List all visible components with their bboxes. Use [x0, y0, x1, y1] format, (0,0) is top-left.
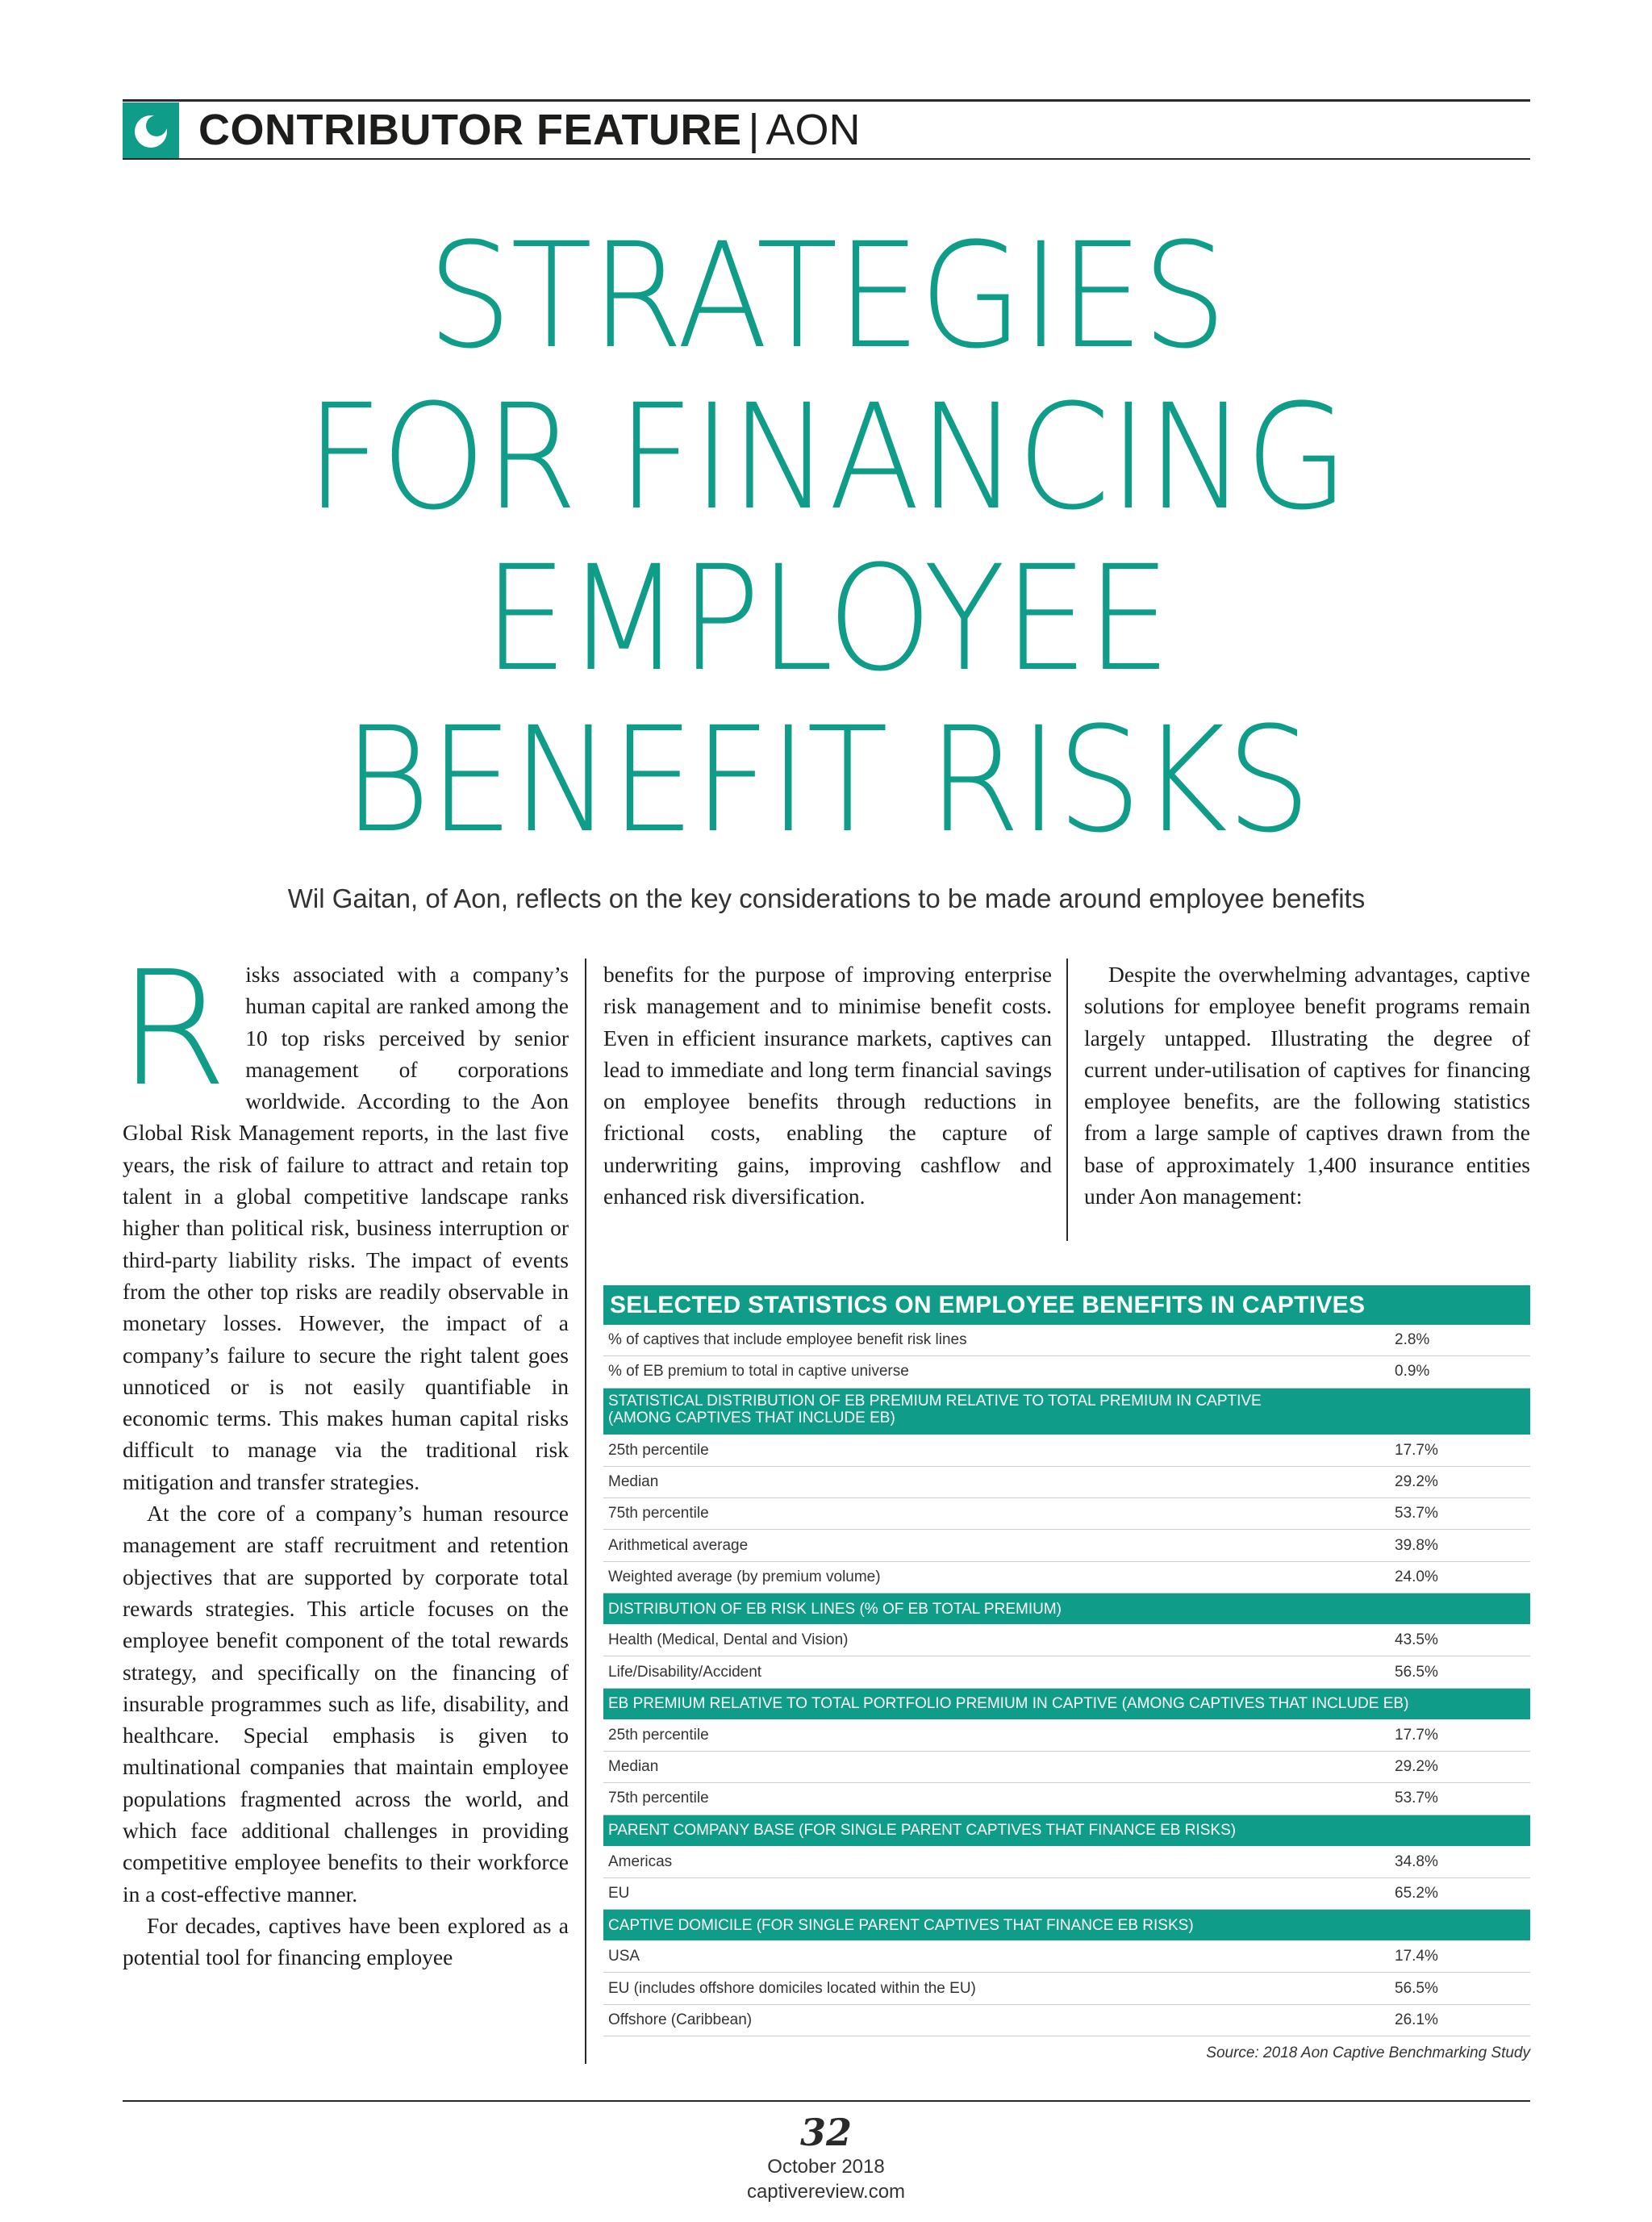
row-label: Median: [608, 1758, 659, 1776]
table-row: [603, 1625, 1530, 1656]
row-label: % of EB premium to total in captive universe: [608, 1363, 909, 1380]
table-row: [603, 1467, 1530, 1498]
header-bottom-rule: [123, 158, 1530, 160]
drop-cap: R: [118, 938, 228, 1121]
row-label: EU: [608, 1885, 630, 1902]
crescent-c-icon: [123, 102, 179, 158]
section-heading-line: STATISTICAL DISTRIBUTION OF EB PREMIUM RELATIVE TO TOTAL PREMIUM IN CAPTIVE: [608, 1392, 1262, 1410]
row-label: % of captives that include employee benefit risk lines: [608, 1331, 967, 1349]
body-paragraph: benefits for the purpose of improving enterprise risk management and to minimise benefit costs. Even in efficient insurance markets, captives can lead to immediate and long term financial savings on employee benefits through reductions in frictional costs, enabling the capture of underwriting gains, improving cashflow and enhanced risk diversification.: [603, 962, 1052, 1209]
table-section-heading: PARENT COMPANY BASE (FOR SINGLE PARENT CAPTIVES THAT FINANCE EB RISKS): [603, 1815, 1530, 1847]
body-paragraph: At the core of a company’s human resource management are staff recruitment and retention objectives that are supported by corporate total rewards strategies. This article focuses on the employee benefit component of the total rewards strategy, and specifically on the financing of insurable programmes such as life, disability, and healthcare. Special emphasis is given to multinational companies that maintain employee populations fragmented across the world, and which face additional challenges in providing competitive employee benefits to their workforce in a cost-effective manner.: [123, 1501, 569, 1907]
header-contributor: AON: [766, 106, 861, 154]
row-value: 56.5%: [1395, 1979, 1438, 1997]
table-row: [603, 1941, 1530, 1973]
row-label: EU (includes offshore domiciles located within the EU): [608, 1979, 976, 1997]
row-value: 34.8%: [1395, 1852, 1438, 1870]
row-value: 29.2%: [1395, 1473, 1438, 1491]
page-number: 32: [799, 2111, 852, 2154]
row-value: 29.2%: [1395, 1758, 1438, 1776]
row-value: 65.2%: [1395, 1885, 1438, 1902]
row-value: 56.5%: [1395, 1663, 1438, 1681]
table-row: [603, 2005, 1530, 2036]
row-value: 53.7%: [1395, 1505, 1438, 1522]
table-row: [603, 1752, 1530, 1783]
issue-date: October 2018: [767, 2156, 885, 2178]
table-row: [603, 1847, 1530, 1878]
body-paragraph: For decades, captives have been explored as a potential tool for financing employee: [123, 1912, 569, 1970]
row-label: USA: [608, 1948, 640, 1965]
row-value: 53.7%: [1395, 1790, 1438, 1807]
publication-site: captivereview.com: [746, 2181, 906, 2203]
row-value: 26.1%: [1395, 2011, 1438, 2028]
row-label: Americas: [608, 1852, 673, 1870]
row-label: 75th percentile: [608, 1790, 709, 1807]
row-value: 2.8%: [1395, 1331, 1430, 1349]
row-value: 0.9%: [1395, 1363, 1430, 1380]
stats-table: [603, 1285, 1530, 2062]
table-section-heading: DISTRIBUTION OF EB RISK LINES (% OF EB TOTAL PREMIUM): [603, 1593, 1530, 1625]
title-line: BENEFIT RISKS: [343, 696, 1310, 865]
section-logo: [123, 102, 179, 158]
body-column-1: [118, 938, 569, 1973]
body-column-2: [603, 959, 1052, 1212]
row-label: Weighted average (by premium volume): [608, 1568, 881, 1585]
row-label: Median: [608, 1473, 659, 1491]
title-line: STRATEGIES: [427, 212, 1226, 381]
table-row: [603, 1325, 1530, 1356]
table-row: [603, 1356, 1530, 1388]
table-row: [603, 1720, 1530, 1752]
standfirst: Wil Gaitan, of Aon, reflects on the key considerations to be made around employee benefits: [287, 883, 1366, 913]
table-row: [603, 1562, 1530, 1593]
row-value: 39.8%: [1395, 1536, 1438, 1554]
column-divider: [585, 959, 586, 2064]
article-title: [123, 212, 1530, 865]
row-label: Health (Medical, Dental and Vision): [608, 1631, 849, 1649]
table-section-heading: EB PREMIUM RELATIVE TO TOTAL PORTFOLIO PREMIUM IN CAPTIVE (AMONG CAPTIVES THAT INCLUDE EB): [603, 1689, 1530, 1720]
row-value: 17.7%: [1395, 1726, 1438, 1744]
table-row: [603, 1878, 1530, 1910]
header-section: CONTRIBUTOR FEATURE: [198, 106, 742, 154]
row-value: 17.4%: [1395, 1948, 1438, 1965]
row-label: Arithmetical average: [608, 1536, 749, 1554]
table-section-heading: CAPTIVE DOMICILE (FOR SINGLE PARENT CAPTIVES THAT FINANCE EB RISKS): [603, 1910, 1530, 1941]
row-value: 24.0%: [1395, 1568, 1438, 1585]
row-label: 75th percentile: [608, 1505, 709, 1522]
column-divider: [1066, 959, 1068, 1241]
table-row: [603, 1973, 1530, 2004]
body-column-3: [1084, 959, 1530, 1212]
table-row: [603, 1656, 1530, 1688]
row-label: 25th percentile: [608, 1441, 709, 1459]
header-label: [198, 102, 861, 158]
row-value: 43.5%: [1395, 1631, 1438, 1649]
body-paragraph: [118, 938, 569, 1497]
table-section-heading: [603, 1389, 1530, 1435]
row-value: 17.7%: [1395, 1441, 1438, 1459]
table-row: [603, 1435, 1530, 1467]
header-separator: |: [748, 106, 760, 154]
body-paragraph: Despite the overwhelming advantages, captive solutions for employee benefit programs remain largely untapped. Illustrating the degree of current under-utilisation of captives for financing employee benefits, are the following statistics from a large sample of captives drawn from the base of approximately 1,400 insurance entities under Aon management:: [1084, 962, 1530, 1209]
footer-rule: [123, 2100, 1530, 2102]
paragraph-text: isks associated with a company’s human capital are ranked among the 10 top risks perceived by senior management of corporations worldwide. According to the Aon Global Risk Management reports, in the last five years, the risk of failure to attract and retain top talent in a global competitive landscape ranks higher than political risk, business interruption or third-party liability risks. The impact of events from the other top risks are readily observable in monetary losses. However, the impact of a company’s failure to secure the right talent goes unnoticed or is not easily quantifiable in economic terms. This makes human capital risks difficult to manage via the traditional risk mitigation and transfer strategies.: [123, 962, 569, 1494]
stats-table-title: SELECTED STATISTICS ON EMPLOYEE BENEFITS IN CAPTIVES: [603, 1285, 1530, 1325]
table-row: [603, 1530, 1530, 1561]
row-label: 25th percentile: [608, 1726, 709, 1744]
row-label: Offshore (Caribbean): [608, 2011, 753, 2028]
table-source: Source: 2018 Aon Captive Benchmarking Study: [1206, 2044, 1530, 2062]
title-line: FOR FINANCING: [305, 374, 1348, 542]
header-top-rule: [123, 99, 1530, 102]
title-line: EMPLOYEE: [483, 535, 1170, 704]
row-label: Life/Disability/Accident: [608, 1663, 762, 1681]
table-row: [603, 1498, 1530, 1530]
section-heading-line: (AMONG CAPTIVES THAT INCLUDE EB): [608, 1409, 895, 1426]
table-row: [603, 1783, 1530, 1815]
